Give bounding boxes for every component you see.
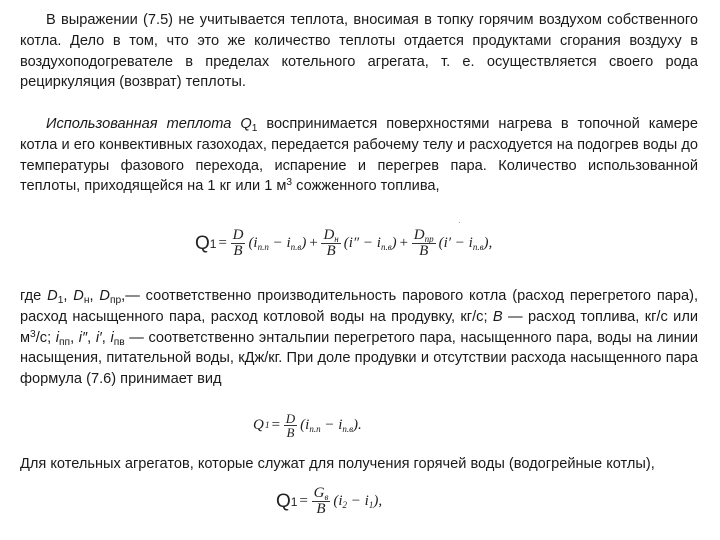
subscript-pv: п.в: [472, 242, 484, 252]
paragraph-definitions: [20, 286, 698, 390]
fraction-dn-over-b: [321, 228, 340, 259]
symbol-dpr: D: [99, 288, 110, 304]
paragraph-text: сожженного топлива,: [292, 178, 440, 195]
symbol-ipp: i: [55, 329, 59, 346]
paragraph-water-boilers: [20, 454, 698, 475]
fraction-denominator: B: [233, 243, 243, 259]
symbol-b: B: [492, 308, 503, 325]
separator: ,: [89, 288, 100, 304]
paragraph-text: /с;: [35, 329, 56, 346]
subscript-pv: п.в: [342, 424, 354, 434]
symbol-dn: D: [73, 288, 84, 304]
paragraph-recirculation: [20, 10, 698, 93]
paragraph-text: Для котельных агрегатов, которые служат для получения горячей воды (водогрейные котлы),: [20, 456, 655, 472]
fraction-dpr-over-b: [412, 228, 436, 259]
term-close: ),: [373, 493, 383, 509]
term-close: ): [391, 235, 397, 251]
formula-water-boiler: Q 1 = $\frac{G_в}{B}$ $(i_2 - i_1)$,: [276, 485, 383, 517]
scan-speck: ·: [458, 218, 461, 227]
plus-sign: +: [308, 235, 319, 251]
term-close: ).: [353, 417, 362, 433]
subscript-pv: п.в: [380, 242, 392, 252]
term-minus: − i: [347, 493, 369, 509]
symbol-d: D: [47, 288, 58, 304]
term-open: (i′ − i: [438, 235, 473, 251]
fraction-denominator: B: [419, 243, 429, 259]
separator: ,: [101, 329, 111, 346]
formula-simplified: Q 1 = $\frac{D}{B}$ $(i_{п.п} - i_{п.в})$.: [253, 411, 362, 440]
subscript-pp: п.п: [257, 242, 269, 252]
paragraph-used-heat: [20, 114, 698, 197]
fraction-numerator: D: [285, 411, 296, 426]
term-minus: − i: [320, 417, 343, 433]
symbol-i-double-prime: i″: [78, 329, 88, 346]
paragraph-text: где: [20, 288, 48, 304]
formula-lhs: Q: [195, 232, 210, 254]
superscript-3: 3: [286, 177, 293, 189]
symbol-ipp-subscript: пп: [59, 336, 71, 348]
fraction-g-over-b: [312, 486, 331, 517]
paragraph-text: — соответственно энтальпии перегретого пара, насыщенного пара, воды на линии насыщения, питательной воды, кДж/кг. При доле продувки и отсутствии расхода насыщенного пара формула (7.6) принимает вид: [20, 329, 699, 388]
fraction-d-over-b: [284, 412, 297, 439]
symbol-d-subscript: 1: [57, 295, 64, 306]
paragraph-text: В выражении (7.5) не учитывается теплота, вносимая в топку горячим воздухом собственного котла. Дело в том, что это же количество теплоты отдается продуктами сгорания воздуху в воздухоподогревателе в пределах котельного агрегата, т. е. осуществляется своего рода рециркуляция (возврат) теплоты.: [20, 12, 698, 91]
separator: ,: [63, 288, 74, 304]
subscript-pv: п.в: [290, 242, 302, 252]
subscript-1: 1: [368, 500, 374, 510]
fraction-numerator: D: [413, 227, 425, 243]
fraction-numerator: D: [323, 227, 335, 243]
plus-sign: +: [398, 235, 409, 251]
subscript-pp: п.п: [309, 424, 321, 434]
term-minus: − i: [268, 235, 291, 251]
term-close: ): [301, 235, 307, 251]
symbol-q-subscript: 1: [251, 123, 258, 134]
equals-sign: =: [298, 493, 309, 509]
term-open: (i: [248, 235, 258, 251]
superscript-3: 3: [30, 328, 36, 340]
subscript-2: 2: [342, 500, 348, 510]
fraction-denominator: B: [326, 243, 336, 259]
paragraph-text: воспринимается поверхностями нагрева в топочной камере котла и его конвективных газоходах, передается рабочему телу и расходуется на подогрев воды до температуры фазового перехода, испарение и перегрев пара. Количество использованной теплоты, приходящейся на 1 кг или 1 м: [20, 116, 699, 195]
fraction-d-over-b: [231, 228, 246, 259]
equals-sign: =: [270, 417, 281, 433]
emphasis-used-heat: Использованная теплота: [46, 116, 232, 132]
separator: ,: [87, 329, 96, 346]
symbol-i-prime: i′: [95, 329, 102, 346]
subscript-pr: пр: [424, 234, 434, 244]
fraction-denominator: B: [286, 425, 295, 440]
symbol-ipv-subscript: пв: [113, 336, 125, 348]
term-open: (i: [333, 493, 343, 509]
fraction-numerator: G: [313, 485, 325, 501]
term-open: (i″ − i: [343, 235, 381, 251]
subscript-n: н: [334, 234, 339, 244]
symbol-dpr-subscript: пр: [109, 295, 122, 306]
symbol-q: Q: [240, 116, 252, 132]
formula-lhs: Q: [253, 417, 264, 433]
term-close: ),: [483, 235, 493, 251]
symbol-ipv: i: [110, 329, 114, 346]
formula-7-6: Q 1 = $\frac{D}{B}$ $(i_{п.п} - i_{п.в})$ + $\frac{D_н}{B}$ $(i'' - i_{п.в})$ + $\frac{D_{пр}}{B}$ $(i' - i_{п.в})$,: [195, 227, 493, 259]
equals-sign: =: [217, 235, 228, 251]
symbol-dn-subscript: н: [83, 295, 90, 306]
fraction-denominator: B: [316, 501, 326, 517]
paragraph-text: ,— соответственно производительность парового котла (расход перегретого пара), расход насыщенного пара, расход котловой воды на продувку, кг/с;: [20, 288, 699, 325]
formula-lhs: Q: [276, 490, 291, 512]
separator: ,: [70, 329, 79, 346]
paragraph-text: — расход топлива, кг/с или м: [20, 308, 698, 346]
term-open: (i: [300, 417, 310, 433]
subscript-v: в: [324, 492, 329, 502]
fraction-numerator: D: [232, 227, 244, 243]
